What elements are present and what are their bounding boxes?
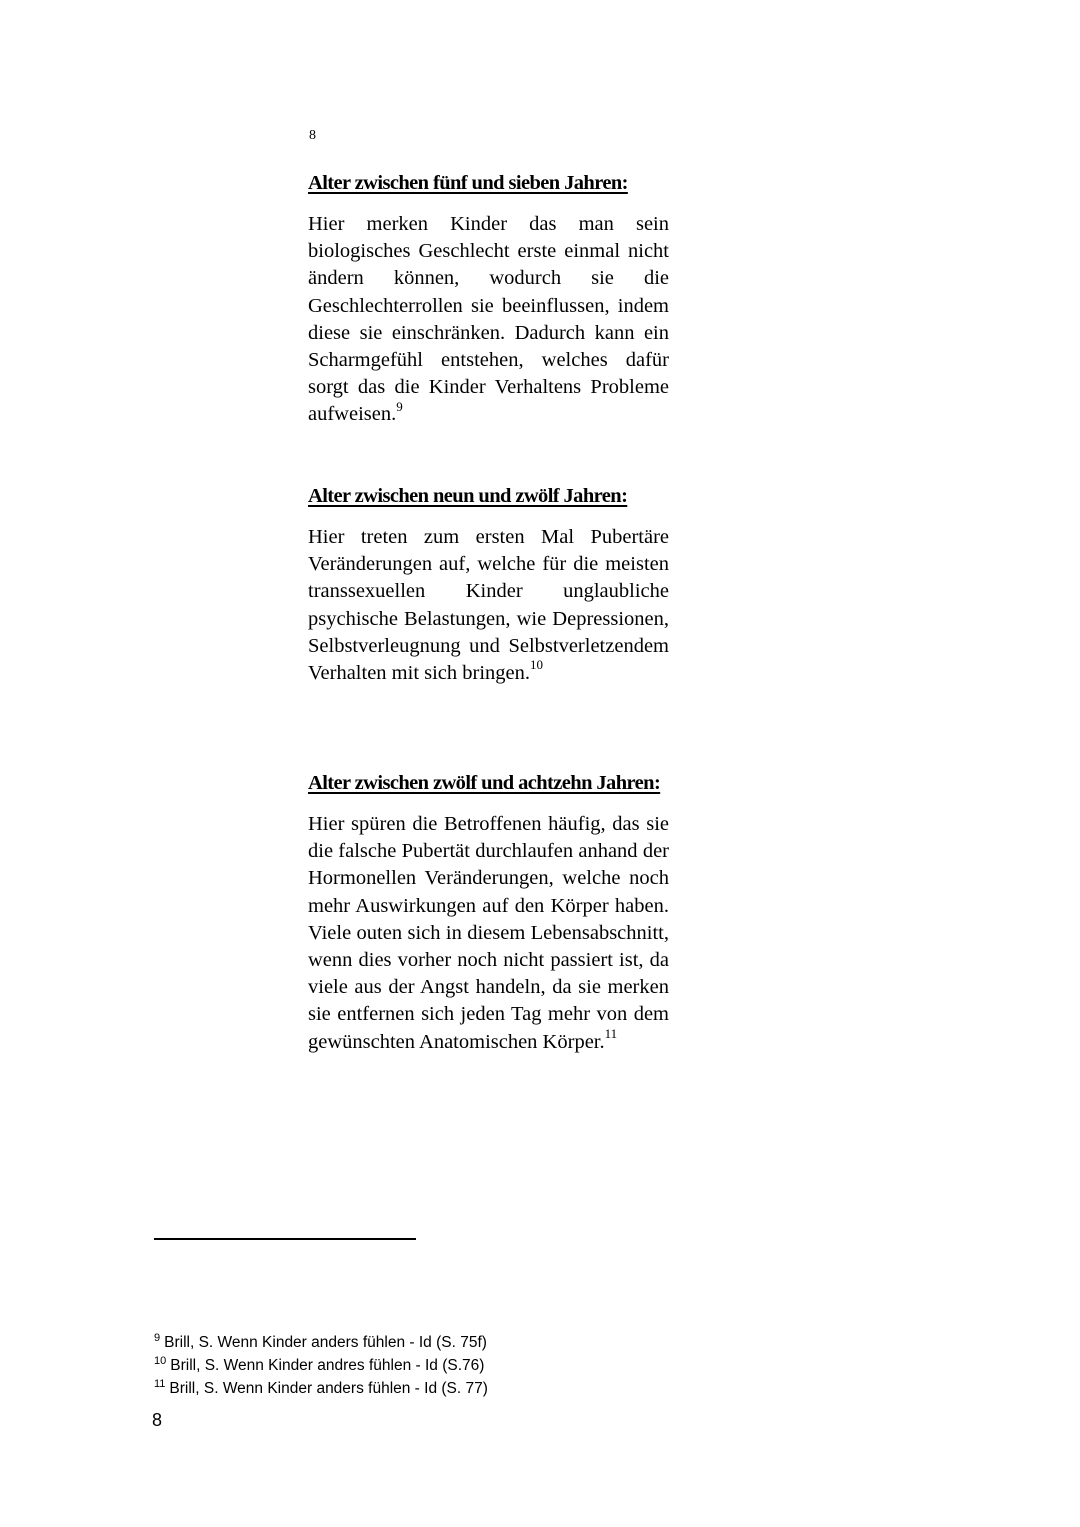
footnote-number: 11	[154, 1377, 166, 1390]
footnote-text: Brill, S. Wenn Kinder anders fühlen - Id (S. 77)	[169, 1380, 488, 1397]
footnote-item	[154, 1331, 754, 1354]
section-body-text: Hier treten zum ersten Mal Pubertäre Veränderungen auf, welche für die meisten transsexuellen Kinder unglaubliche psychische Belastungen, wie Depressionen, Selbstverleugnung und Selbstverletzendem Verhalten mit sich bringen.	[308, 526, 669, 685]
footnote-text: Brill, S. Wenn Kinder anders fühlen - Id (S. 75f)	[164, 1334, 487, 1351]
footnote-text: Brill, S. Wenn Kinder andres fühlen - Id (S.76)	[170, 1357, 485, 1374]
section-age-9-12	[308, 483, 669, 687]
section-heading: Alter zwischen fünf und sieben Jahren:	[308, 172, 628, 194]
footnote-item	[154, 1377, 754, 1400]
footnote-reference: 9	[396, 398, 403, 414]
header-page-number: 8	[309, 128, 316, 143]
section-age-5-7	[308, 170, 669, 429]
section-body-text: Hier spüren die Betroffenen häufig, das sie die falsche Pubertät durchlaufen anhand der Hormonellen Veränderungen, welche noch mehr Auswirkungen auf den Körper haben. Viele outen sich in diesem Lebensabschnitt, wenn dies vorher noch nicht passiert ist, da viele aus der Angst handeln, da sie merken sie entfernen sich jeden Tag mehr von dem gewünschten Anatomischen Körper.	[308, 813, 669, 1053]
footnotes	[154, 1331, 754, 1400]
footnote-reference: 11	[604, 1025, 618, 1041]
section-heading: Alter zwischen zwölf und achtzehn Jahren:	[308, 772, 661, 794]
footnote-reference: 10	[530, 657, 544, 673]
section-heading: Alter zwischen neun und zwölf Jahren:	[308, 485, 628, 507]
footnote-number: 9	[154, 1331, 161, 1344]
footnote-item	[154, 1354, 754, 1377]
section-body	[308, 811, 669, 1056]
footer-page-number: 8	[152, 1410, 163, 1430]
footnote-number: 10	[154, 1354, 167, 1367]
section-body	[308, 211, 669, 429]
section-body	[308, 524, 669, 687]
section-body-text: Hier merken Kinder das man sein biologisches Geschlecht erste einmal nicht ändern können, wodurch sie die Geschlechterrollen sie beeinflussen, indem diese sie einschränken. Dadurch kann ein Scharmgefühl entstehen, welches dafür sorgt das die Kinder Verhaltens Probleme aufweisen.	[308, 213, 669, 426]
section-age-12-18	[308, 770, 669, 1056]
footnote-separator	[154, 1238, 416, 1240]
